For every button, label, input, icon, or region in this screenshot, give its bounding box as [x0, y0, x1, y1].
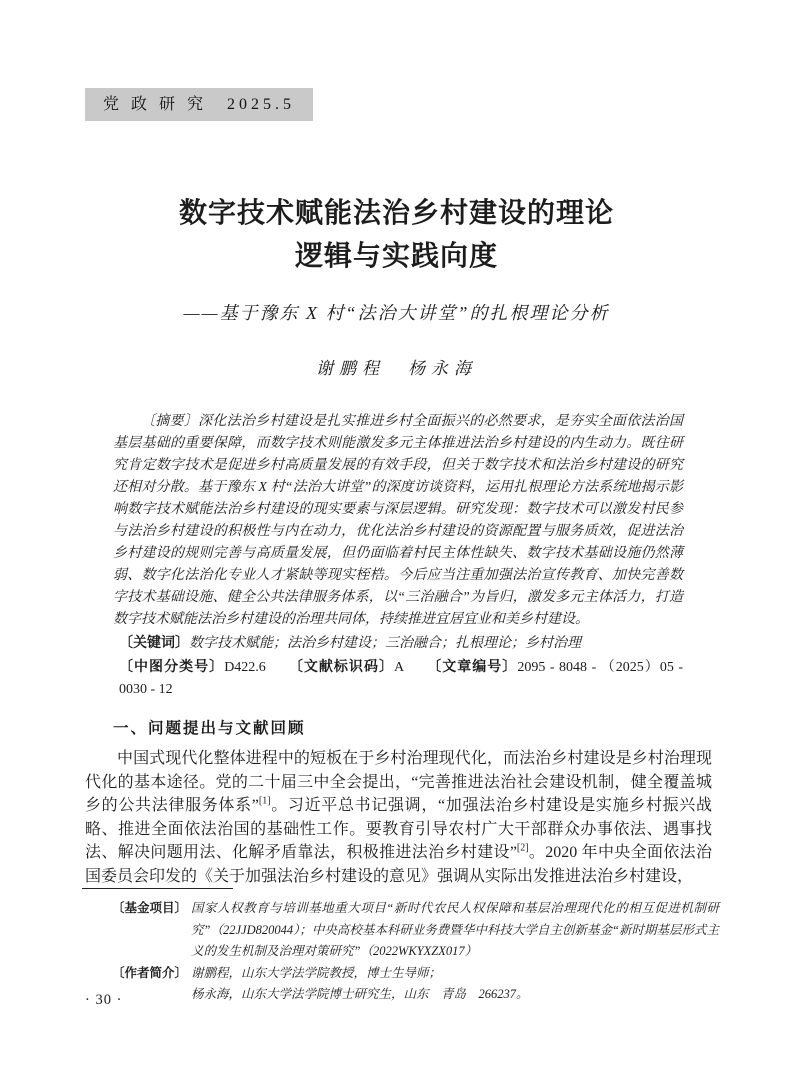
- article-meta-block: [113, 411, 683, 701]
- journal-name-badge: 党 政 研 究 2025.5: [85, 88, 313, 121]
- article-no-label: 〔文章编号〕: [426, 658, 518, 674]
- body-paragraph: [85, 747, 712, 888]
- citation-ref-2: [2]: [516, 842, 529, 854]
- author-bio-line2: 杨永海，山东大学法学院博士研究生，山东 青岛 266237。: [191, 987, 529, 1001]
- page-number: · 30 ·: [85, 992, 123, 1008]
- abstract-paragraph: [113, 411, 683, 631]
- clc-label: 〔中图分类号〕: [119, 658, 225, 674]
- keywords-label: 〔关键词〕: [119, 634, 189, 650]
- doc-code-value: A: [394, 660, 405, 675]
- keywords-line: [113, 631, 683, 655]
- clc-value: D422.6: [224, 660, 266, 675]
- body-text-part2: 。习近平总书记强调，“加强法治乡村建设是实施乡村振兴战略、推进全面依法治国的基础性工作。要教育引导农村广大干部群众办事依法、遇事找法、解决问题用法、化解矛盾靠法，积极推进法治乡村建设”: [85, 797, 712, 861]
- article-title-line2: 逻辑与实践向度: [294, 240, 498, 271]
- keywords-text: 数字技术赋能；法治乡村建设；三治融合；扎根理论；乡村治理: [189, 636, 581, 651]
- body-text-part1: 中国式现代化整体进程中的短板在于乡村治理现代化，而法治乡村建设是乡村治理现代化的基本途径。党的二十届三中全会提出，“完善推进法治社会建设机制，健全覆盖城乡的公共法律服务体系”: [85, 750, 712, 814]
- abstract-text: 深化法治乡村建设是扎实推进乡村全面振兴的必然要求，是夯实全面依法治国基层基础的重要保障，而数字技术则能激发多元主体推进法治乡村建设的内生动力。既往研究肯定数字技术是促进乡村高质量发展的有效手段，但关于数字技术和法治乡村建设的研究还相对分散。基于豫东 X 村“法治大讲堂”的深度访谈资料，运用扎根理论方法系统地揭示影响数字技术赋能法治乡村建设的现实要素与深层逻辑。研究发现：数字技术可以激发村民参与法治乡村建设的积极性与内在动力，优化法治乡村建设的资源配置与服务质效，促进法治乡村建设的规则完善与高质量发展，但仍面临着村民主体性缺失、数字技术基础设施仍然薄弱、数字化法治化专业人才紧缺等现实桎梏。今后应当注重加强法治宣传教育、加快完善数字技术基础设施、健全公共法律服务体系，以“三治融合”为旨归，激发多元主体活力，打造数字技术赋能法治乡村建设的治理共同体，持续推进宜居宜业和美乡村建设。: [113, 414, 684, 627]
- author-bio-label: 〔作者简介〕: [112, 965, 188, 980]
- doc-code-label: 〔文献标识码〕: [287, 658, 395, 674]
- article-title: [0, 191, 793, 277]
- article-authors: 谢鹏程 杨永海: [316, 359, 477, 378]
- footnotes-block: [112, 898, 719, 1006]
- article-no-value: 2095 - 8048 - （2025）05 - 0030 - 12: [119, 660, 684, 697]
- fund-project-text: 国家人权教育与培训基地重大项目“新时代农民人权保障和基层治理现代化的相互促进机制研究”（22JJD820044）；中央高校基本科研业务费暨华中科技大学自主创新基金“新时期基层形式主义的发生机制及治理对策研究”（2022WKYXZX017）: [191, 901, 719, 958]
- body-text-part3: 。2020 年中央全面依法治国委员会印发的《关于加强法治乡村建设的意见》强调从实际出发推进法治乡村建设，: [85, 844, 712, 885]
- fund-project-note: [112, 898, 719, 963]
- author-bio-text: [191, 963, 719, 1006]
- abstract-label: 〔摘要〕: [141, 414, 199, 429]
- footnote-divider: [82, 888, 233, 889]
- citation-ref-1: [1]: [258, 795, 271, 807]
- article-subtitle: ——基于豫东 X 村“法治大讲堂”的扎根理论分析: [183, 303, 610, 323]
- author-bio-line1: 谢鹏程，山东大学法学院教授，博士生导师；: [191, 965, 442, 980]
- classification-line: [113, 655, 683, 701]
- fund-project-label: 〔基金项目〕: [112, 901, 188, 915]
- article-title-line1: 数字技术赋能法治乡村建设的理论: [178, 197, 614, 228]
- section-heading: 一、问题提出与文献回顾: [113, 720, 306, 737]
- author-bio-note: [112, 963, 719, 1006]
